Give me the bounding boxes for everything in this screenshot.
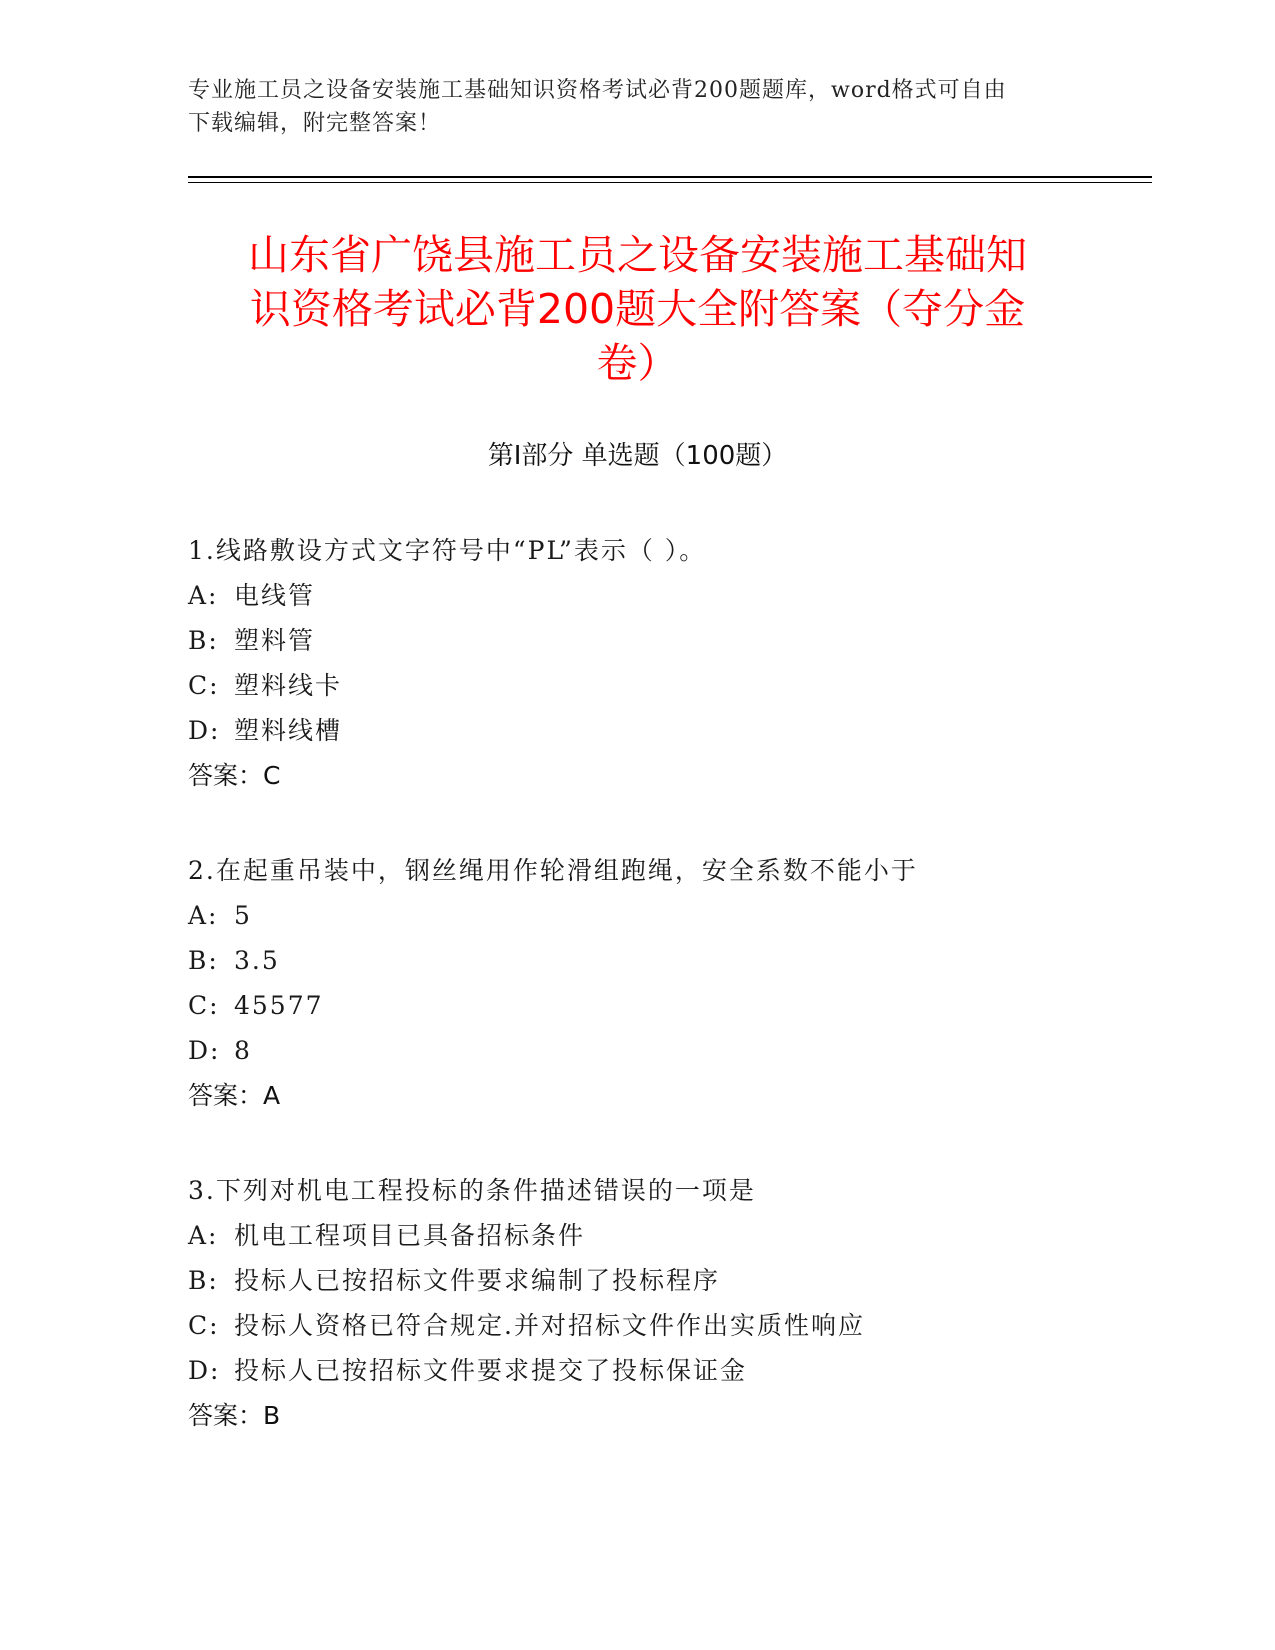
option-text: 45577	[234, 991, 324, 1020]
option-d	[188, 708, 1148, 753]
option-text: 投标人已按招标文件要求编制了投标程序	[234, 1266, 721, 1295]
option-letter: B:	[188, 626, 219, 655]
header-note-line: 专业施工员之设备安装施工基础知识资格考试必背200题题库，word格式可自由	[188, 78, 1007, 103]
question-2	[188, 848, 1148, 1118]
option-b	[188, 618, 1148, 663]
option-a	[188, 573, 1148, 618]
option-a	[188, 893, 1148, 938]
question-answer: 答案：A	[188, 1081, 281, 1110]
option-text: 3.5	[234, 946, 280, 975]
option-text: 塑料线槽	[234, 716, 343, 745]
header-note-line: 下载编辑，附完整答案！	[188, 111, 442, 136]
option-text: 塑料线卡	[234, 671, 343, 700]
question-stem: 1.线路敷设方式文字符号中“PL”表示（ ）。	[188, 536, 707, 565]
option-letter: D:	[188, 1356, 221, 1385]
title-line: 卷）	[596, 339, 679, 387]
question-answer: 答案：C	[188, 761, 281, 790]
option-b	[188, 938, 1148, 983]
question-list	[188, 528, 1148, 1488]
option-letter: A:	[188, 1221, 219, 1250]
option-d	[188, 1028, 1148, 1073]
option-d	[188, 1348, 1148, 1393]
question-stem: 2.在起重吊装中，钢丝绳用作轮滑组跑绳，安全系数不能小于	[188, 856, 918, 885]
section-heading: 第Ⅰ部分 单选题（100题）	[487, 441, 788, 471]
title-line: 山东省广饶县施工员之设备安装施工基础知	[248, 231, 1027, 279]
option-letter: D:	[188, 716, 221, 745]
option-c	[188, 663, 1148, 708]
header-divider-thin	[188, 182, 1152, 183]
header-divider-thick	[188, 176, 1152, 178]
option-text: 5	[234, 901, 252, 930]
option-text: 投标人已按招标文件要求提交了投标保证金	[234, 1356, 748, 1385]
option-text: 机电工程项目已具备招标条件	[234, 1221, 586, 1250]
option-letter: A:	[188, 581, 219, 610]
option-text: 8	[234, 1036, 252, 1065]
option-a	[188, 1213, 1148, 1258]
option-letter: B:	[188, 1266, 219, 1295]
option-text: 电线管	[234, 581, 316, 610]
question-answer: 答案：B	[188, 1401, 281, 1430]
option-letter: C:	[188, 671, 220, 700]
document-title	[180, 228, 1095, 390]
option-c	[188, 1303, 1148, 1348]
question-stem: 3.下列对机电工程投标的条件描述错误的一项是	[188, 1176, 756, 1205]
option-letter: A:	[188, 901, 219, 930]
option-text: 投标人资格已符合规定.并对招标文件作出实质性响应	[234, 1311, 865, 1340]
option-letter: D:	[188, 1036, 221, 1065]
option-b	[188, 1258, 1148, 1303]
question-1	[188, 528, 1148, 798]
question-3	[188, 1168, 1148, 1438]
option-letter: C:	[188, 1311, 220, 1340]
option-c	[188, 983, 1148, 1028]
option-letter: C:	[188, 991, 220, 1020]
option-letter: B:	[188, 946, 219, 975]
header-note	[188, 74, 1068, 140]
title-line: 识资格考试必背200题大全附答案（夺分金	[249, 285, 1026, 333]
option-text: 塑料管	[234, 626, 316, 655]
